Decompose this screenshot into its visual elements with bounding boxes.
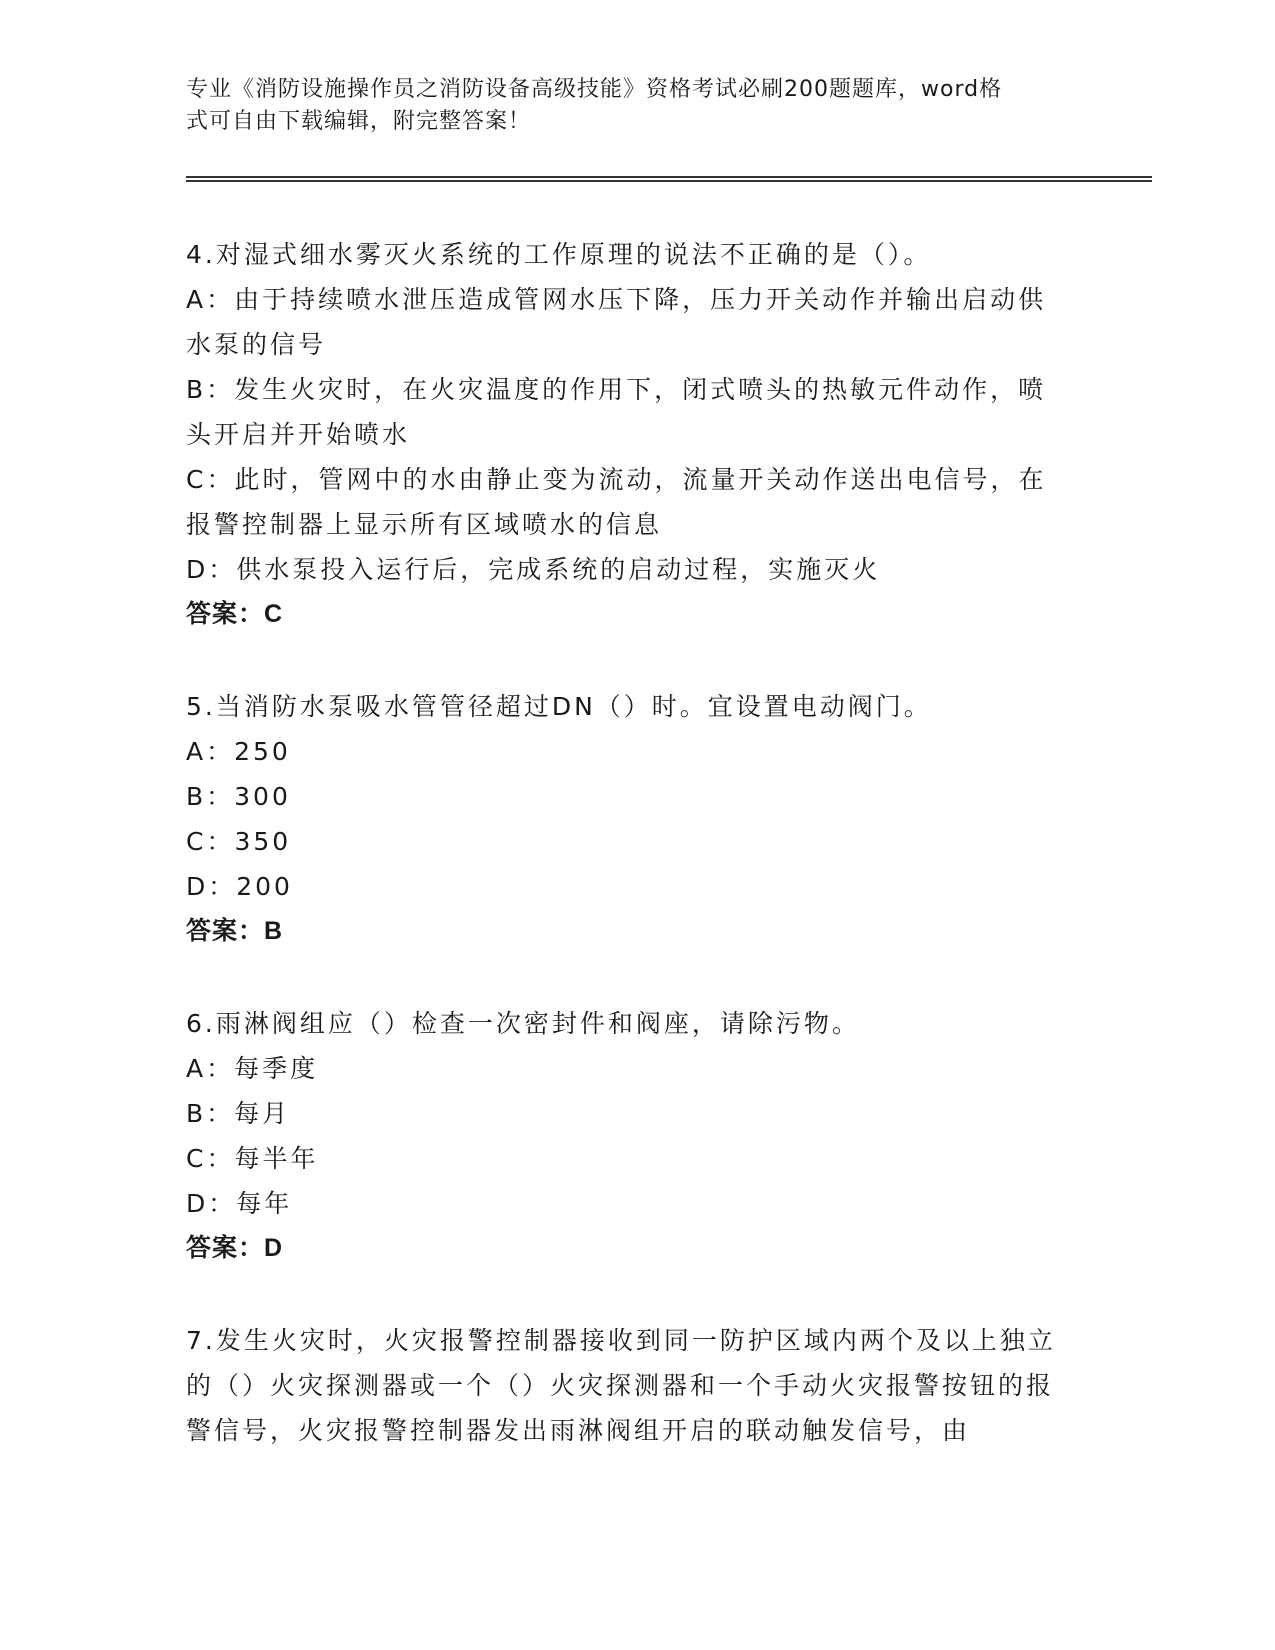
- question-6: [186, 1001, 1066, 1271]
- option-b: B：发生火灾时，在火灾温度的作用下，闭式喷头的热敏元件动作，喷头开启并开始喷水: [186, 375, 1047, 449]
- option-c: C：每半年: [186, 1144, 319, 1173]
- header-line-1: 专业《消防设施操作员之消防设备高级技能》资格考试必刷200题题库，word格: [186, 77, 1003, 102]
- question-4: [186, 232, 1066, 637]
- header-line-2: 式可自由下载编辑，附完整答案！: [186, 109, 532, 134]
- option-b: B：每月: [186, 1099, 291, 1128]
- question-7: [186, 1318, 1066, 1453]
- answer: 答案：B: [186, 917, 284, 945]
- question-stem: 6.雨淋阀组应（）检查一次密封件和阀座，请除污物。: [186, 1009, 860, 1038]
- document-header: [186, 74, 1056, 138]
- option-a: A：250: [186, 737, 291, 766]
- option-a: A：每季度: [186, 1054, 319, 1083]
- answer: 答案：C: [186, 600, 284, 628]
- option-c: C：此时，管网中的水由静止变为流动，流量开关动作送出电信号，在报警控制器上显示所有区域喷水的信息: [186, 465, 1047, 539]
- header-divider: [186, 176, 1152, 182]
- option-c: C：350: [186, 827, 292, 856]
- option-d: D：200: [186, 872, 293, 901]
- option-d: D：每年: [186, 1189, 293, 1218]
- option-d: D：供水泵投入运行后，完成系统的启动过程，实施灭火: [186, 555, 881, 584]
- question-stem: 4.对湿式细水雾灭火系统的工作原理的说法不正确的是（）。: [186, 240, 932, 269]
- question-stem: 5.当消防水泵吸水管管径超过DN（）时。宜设置电动阀门。: [186, 692, 932, 721]
- answer: 答案：D: [186, 1234, 284, 1262]
- option-a: A：由于持续喷水泄压造成管网水压下降，压力开关动作并输出启动供水泵的信号: [186, 285, 1047, 359]
- option-b: B：300: [186, 782, 291, 811]
- question-list: [186, 232, 1066, 1453]
- question-5: [186, 684, 1066, 954]
- question-stem: 7.发生火灾时，火灾报警控制器接收到同一防护区域内两个及以上独立的（）火灾探测器或一个（）火灾探测器和一个手动火灾报警按钮的报警信号，火灾报警控制器发出雨淋阀组开启的联动触发信号，由: [186, 1326, 1056, 1445]
